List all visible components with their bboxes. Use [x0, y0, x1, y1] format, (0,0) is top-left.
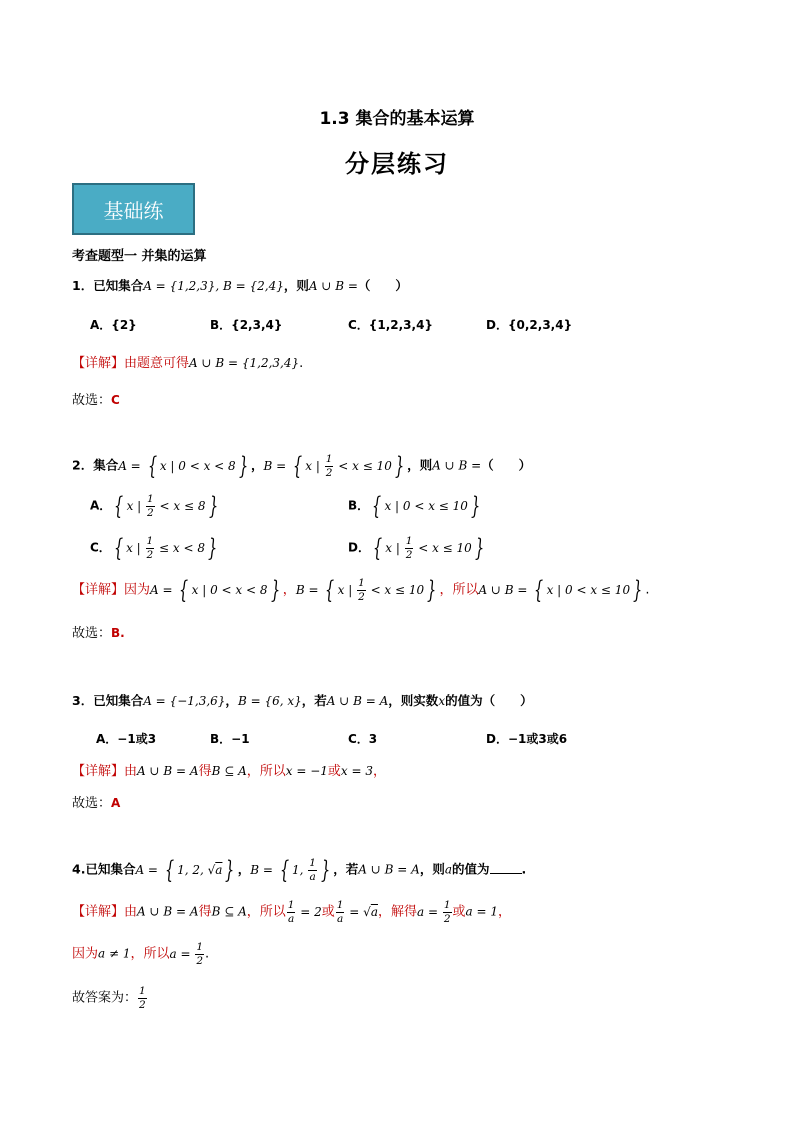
question-3-stem: 3．已知集合A = {−1,3,6}，B = {6, x}，若A ∪ B = A，则实数x的值为（ ） — [72, 693, 533, 708]
question-1-stem — [72, 276, 408, 294]
question-3-option-a: A．−1或3 — [96, 732, 157, 746]
question-1-option-c: C．{1,2,3,4} — [348, 318, 433, 332]
question-3-option-c: C．3 — [348, 732, 378, 746]
question-3-option-b: B．−1 — [210, 732, 250, 746]
question-2-option-d: D． { x | $\frac{1}{2}$ < x ≤ 10 } — [348, 534, 485, 562]
question-2-option-b: B． { x | 0 < x ≤ 10 } — [348, 492, 481, 520]
question-2-stem: 2．集合A = { x | 0 < x < 8 } ，B = { x | $\frac{1}{2}$ < x ≤ 10 } ，则A ∪ B =（ ） — [72, 452, 532, 480]
question-1-text: ，则 — [283, 278, 309, 293]
question-4-detail-line-2: 因为a ≠ 1，所以a = $\frac{1}{2}$ . — [72, 941, 210, 967]
question-1-choice — [72, 389, 120, 408]
detail-text: 由题意可得 — [124, 356, 190, 371]
page-title: 1.3 集合的基本运算 — [319, 109, 475, 129]
question-3-detail: 【详解】由A ∪ B = A得B ⊆ A，所以x = −1或x = 3， — [72, 764, 387, 779]
question-4-detail: 【详解】由A ∪ B = A得B ⊆ A，所以 $\frac{1}{a}$ = 2或 $\frac{1}{a}$ = √a，解得a = $\frac{1}{2}$ 或a = 1， — [72, 899, 512, 925]
level-banner: 基础练 — [72, 183, 195, 235]
question-3-choice: 故选：A — [72, 796, 121, 811]
detail-label: 【详解】 — [72, 356, 125, 371]
choice-value: C — [111, 393, 120, 407]
question-1-math: A = {1,2,3}, B = {2,4} — [143, 279, 284, 293]
question-1-paren: （ ） — [357, 278, 408, 293]
question-2-choice: 故选：B. — [72, 626, 125, 641]
question-1-lead: 1．已知集合 — [72, 278, 144, 293]
page-subtitle: 分层练习 — [345, 150, 449, 178]
question-4-stem: 4.已知集合A = { 1, 2, √a } ，B = { 1, $\frac{1}{a}$ } ，若A ∪ B = A，则a的值为 . — [72, 856, 527, 884]
detail-math: A ∪ B = {1,2,3,4} — [189, 356, 300, 370]
question-3-option-d: D．−1或3或6 — [486, 732, 568, 746]
question-2-option-a: A． { x | $\frac{1}{2}$ < x ≤ 8 } — [90, 492, 218, 520]
question-1-option-b: B．{2,3,4} — [210, 318, 283, 332]
question-1-union: A ∪ B = — [308, 279, 358, 293]
question-2-detail: 【详解】因为A = { x | 0 < x < 8 } ，B = { x | $\frac{1}{2}$ < x ≤ 10 } ，所以A ∪ B = { x | 0 < x ≤ 10 } . — [72, 576, 650, 604]
question-2-lead: 2．集合 — [72, 457, 119, 473]
question-4-answer: 故答案为： $\frac{1}{2}$ — [72, 985, 146, 1011]
question-1-option-d: D．{0,2,3,4} — [486, 318, 573, 332]
question-1-detail: 【详解】由题意可得A ∪ B = {1,2,3,4}. — [72, 356, 304, 371]
choice-label: 故选： — [72, 393, 112, 408]
question-1-option-a: A．{2} — [90, 318, 137, 332]
answer-blank — [490, 873, 522, 874]
question-2-option-c: C． { x | $\frac{1}{2}$ ≤ x < 8 } — [90, 534, 218, 562]
section-heading: 考查题型一 并集的运算 — [72, 249, 207, 264]
